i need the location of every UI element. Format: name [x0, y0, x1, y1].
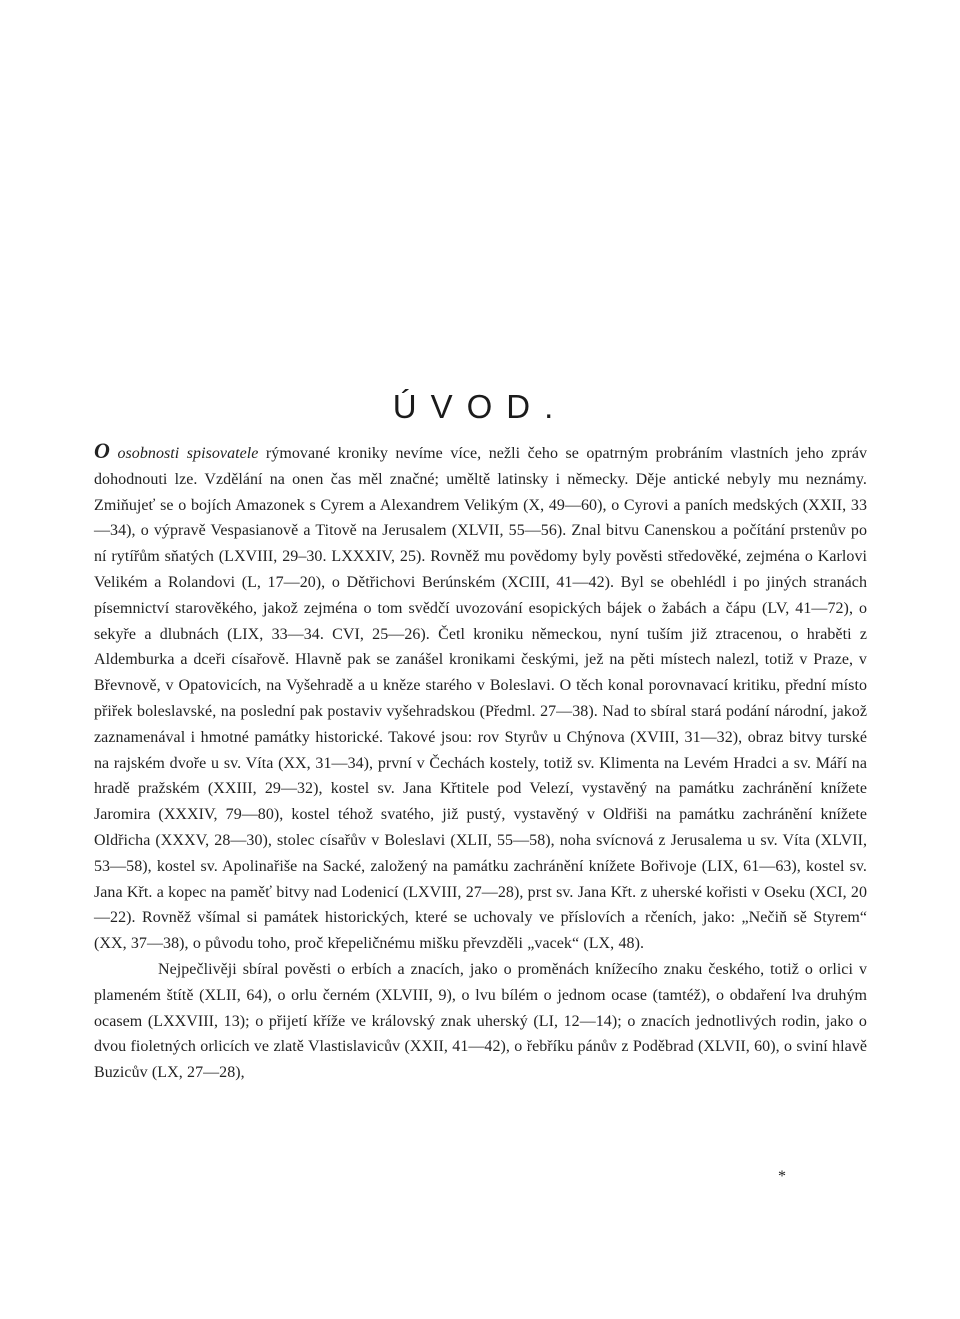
lead-letter: O [94, 438, 110, 463]
lead-italic-phrase: osobnosti spisovatele [117, 445, 259, 462]
page-title: ÚVOD. [392, 388, 568, 426]
signature-mark: * [778, 1168, 786, 1185]
paragraph-1 [94, 440, 867, 957]
paragraph-2: Nejpečlivěji sbíral pověsti o erbích a znacích, jako o proměnách knížecího znaku českého, totiž o orlici v plameném štítě (XLII, 64), o orlu černém (XLVIII, 9), o lvu bílém o jednom ocase (tamtéž), o obdaření lva druhým ocasem (LXXVIII, 13); o přijetí kříže ve královský znak uherský (LI, 12—14); o znacích jednotlivých rodin, jako o dvou fioletných orlicích ve zlatě Vlastislavicův (XXII, 41—42), o řebříku pánův z Poděbrad (XLVII, 60), o sviní hlavě Buzicův (LX, 27—28), [94, 960, 867, 1082]
paragraph-1-text: rýmované kroniky nevíme více, nežli čeho se opatrným probráním vlastních jeho zpráv dohodnouti lze. Vzdělání na onen čas měl značné; uměltě latinsky i německy. Děje antické nebyly mu neznámy. Zmiňujeť se o bojích Amazonek s Cyrem a Alexandrem Velikým (X, 49—60), o Cyrovi a paních medských (XXII, 33—34), o výpravě Vespasianově a Titově na Jerusalem (XLVII, 55—56). Znal bitvu Canenskou a počítání prstenův po ní rytířům sňatých (LXVIII, 29–30. LXXXIV, 25). Rovněž mu povědomy byly pověsti středověké, zejména o Karlovi Velikém a Rolandovi (L, 17—20), o Dětřichovi Berúnském (XCIII, 41—42). Byl se obehlédl i po jiných stranách písemnictví starověkého, jakož zejména o tom svědčí uvozování esopických bájek o žabách a čápu (LV, 41—72), o sekyře a dlubnách (LIX, 33—34. CVI, 25—26). Četl kroniku německou, nyní tuším již ztracenou, o hraběti z Aldemburka a dceři císařově. Hlavně pak se zanášel kronikami českými, jež na pěti místech nalezl, totiž v Praze, v Břevnově, v Opatovicích, na Vyšehradě a u kněze starého v Boleslavi. O těch konal porovnavací kritiku, přední místo přiřek boleslavské, na poslední pak postaviv vyšehradskou (Předml. 27—38). Nad to sbíral stará podání národní, jakož zaznamenával i hmotné památky historické. Takové jsou: rov Styrův u Chýnova (XVIII, 31—32), obraz bitvy turské na rajském dvoře u sv. Víta (XX, 31—34), první v Čechách kostely, totiž sv. Klimenta na Levém Hradci a sv. Máří na hradě pražském (XXIII, 29—32), kostel sv. Jana Křtitele pod Velezí, vystavěný na památku zachránění knížete Jaromira (XXXIV, 79—80), kostel téhož svatého, již pustý, vystavěný v Oldřiši na památku zachránění knížete Oldřicha (XXXV, 28—30), stolec císařův v Boleslavi (XLII, 55—58), noha svícnová z Jerusalema u sv. Víta (XLVII, 53—58), kostel sv. Apolinařiše na Sacké, založený na památku zachránění knížete Bořivoje (LIX, 61—63), kostel sv. Jana Křt. a kopec na paměť bitvy nad Lodenicí (LXVIII, 27—28), prst sv. Jana Křt. z uherské kořisti v Oseku (XCI, 20—22). Rovněž všímal si památek historických, které se uchovaly ve příslovích a rčeních, jako: „Nečiň sě Styrem“ (XX, 37—38), o původu toho, proč křepeličnému mišku převzděli „vacek“ (LX, 48). [94, 445, 868, 953]
body-text [94, 440, 867, 1086]
